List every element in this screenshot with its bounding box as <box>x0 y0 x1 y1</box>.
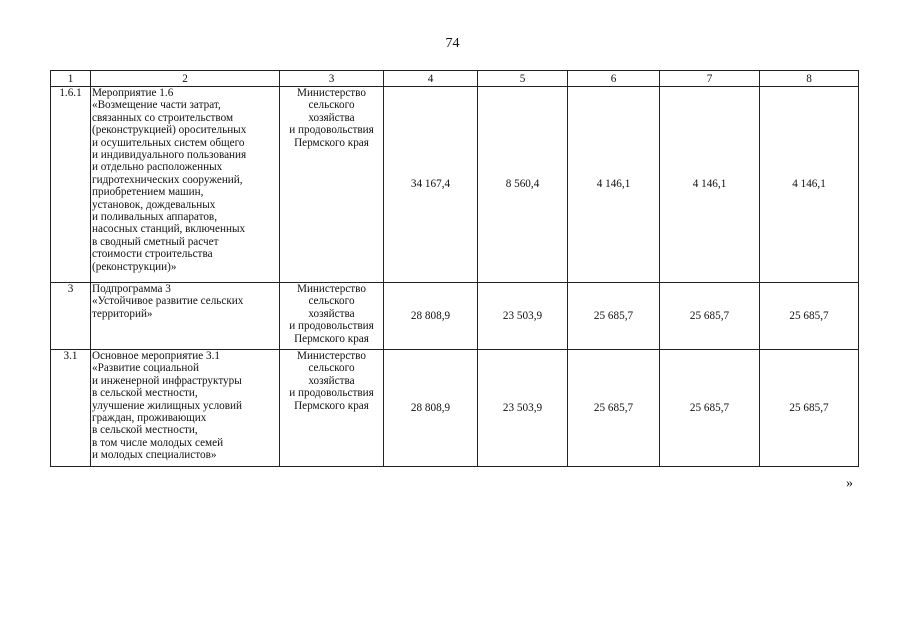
row-value: 4 146,1 <box>568 87 660 283</box>
row-value: 25 685,7 <box>660 350 760 467</box>
row-name-line: и поливальных аппаратов, <box>92 211 218 224</box>
row-executor <box>280 87 384 283</box>
row-name-line: связанных со строительством <box>92 111 234 124</box>
executor-line: сельского <box>308 99 355 112</box>
table-row <box>51 283 859 350</box>
row-name-line: в том числе молодых семей <box>92 436 224 449</box>
row-name-line: и молодых специалистов» <box>92 449 217 462</box>
row-name-line: (реконструкцией) оросительных <box>92 124 247 137</box>
row-value: 25 685,7 <box>568 283 660 350</box>
row-name-line: граждан, проживающих <box>92 412 207 425</box>
executor-line: Министерство <box>297 87 366 99</box>
executor-line: Пермского края <box>294 136 369 149</box>
executor-line: Министерство <box>297 350 366 362</box>
row-name-line: «Устойчивое развитие сельских <box>92 295 244 308</box>
executor-line: сельского <box>308 295 355 308</box>
column-header: 5 <box>478 71 568 87</box>
column-header: 7 <box>660 71 760 87</box>
row-name-line: и индивидуального пользования <box>92 149 247 162</box>
executor-line: и продовольствия <box>289 320 374 333</box>
row-number: 3 <box>51 283 91 350</box>
executor-line: сельского <box>308 362 355 375</box>
row-name-line: улучшение жилищных условий <box>92 399 243 412</box>
column-header: 6 <box>568 71 660 87</box>
row-value: 23 503,9 <box>478 350 568 467</box>
row-name-line: «Возмещение части затрат, <box>92 99 221 112</box>
row-value: 25 685,7 <box>568 350 660 467</box>
row-name-line: и осушительных систем общего <box>92 136 245 149</box>
row-name-line: Мероприятие 1.6 <box>92 87 174 99</box>
row-value: 23 503,9 <box>478 283 568 350</box>
executor-line: хозяйства <box>308 111 355 124</box>
row-name-line: в сельской местности, <box>92 387 198 400</box>
row-value: 4 146,1 <box>760 87 859 283</box>
row-name-line: Основное мероприятие 3.1 <box>92 350 220 362</box>
row-value: 28 808,9 <box>384 350 478 467</box>
row-name-line: насосных станций, включенных <box>92 223 246 236</box>
row-name-line: в сельской местности, <box>92 424 198 437</box>
column-number-row <box>51 71 859 87</box>
executor-line: хозяйства <box>308 374 355 387</box>
executor-line: хозяйства <box>308 307 355 320</box>
executor-line: Пермского края <box>294 332 369 345</box>
executor-line: и продовольствия <box>289 387 374 400</box>
column-header: 8 <box>760 71 859 87</box>
row-executor <box>280 283 384 350</box>
row-name <box>91 350 280 467</box>
row-value: 25 685,7 <box>760 283 859 350</box>
row-number: 3.1 <box>51 350 91 467</box>
row-name-line: и отдельно расположенных <box>92 161 223 174</box>
row-name-line: Подпрограмма 3 <box>92 283 171 295</box>
row-number: 1.6.1 <box>51 87 91 283</box>
table-row <box>51 350 859 467</box>
row-name-line: приобретением машин, <box>92 186 204 199</box>
row-name-line: и инженерной инфраструктуры <box>92 374 242 387</box>
program-table <box>50 70 859 467</box>
closing-quote-mark: » <box>846 476 853 491</box>
row-name-line: гидротехнических сооружений, <box>92 173 243 186</box>
column-header: 2 <box>91 71 280 87</box>
executor-line: Пермского края <box>294 399 369 412</box>
column-header: 1 <box>51 71 91 87</box>
row-name-line: «Развитие социальной <box>92 362 199 375</box>
row-name-line: территорий» <box>92 307 153 320</box>
row-value: 4 146,1 <box>660 87 760 283</box>
row-name <box>91 283 280 350</box>
executor-line: Министерство <box>297 283 366 295</box>
row-name <box>91 87 280 283</box>
row-name-line: стоимости строительства <box>92 248 213 261</box>
row-value: 25 685,7 <box>760 350 859 467</box>
row-executor <box>280 350 384 467</box>
table-row <box>51 87 859 283</box>
row-value: 25 685,7 <box>660 283 760 350</box>
column-header: 4 <box>384 71 478 87</box>
row-name-line: в сводный сметный расчет <box>92 235 219 248</box>
row-value: 34 167,4 <box>384 87 478 283</box>
row-name-line: установок, дождевальных <box>92 198 216 211</box>
row-value: 8 560,4 <box>478 87 568 283</box>
row-name-line: (реконструкции)» <box>92 260 177 273</box>
row-value: 28 808,9 <box>384 283 478 350</box>
page-number: 74 <box>445 36 460 51</box>
executor-line: и продовольствия <box>289 124 374 137</box>
column-header: 3 <box>280 71 384 87</box>
